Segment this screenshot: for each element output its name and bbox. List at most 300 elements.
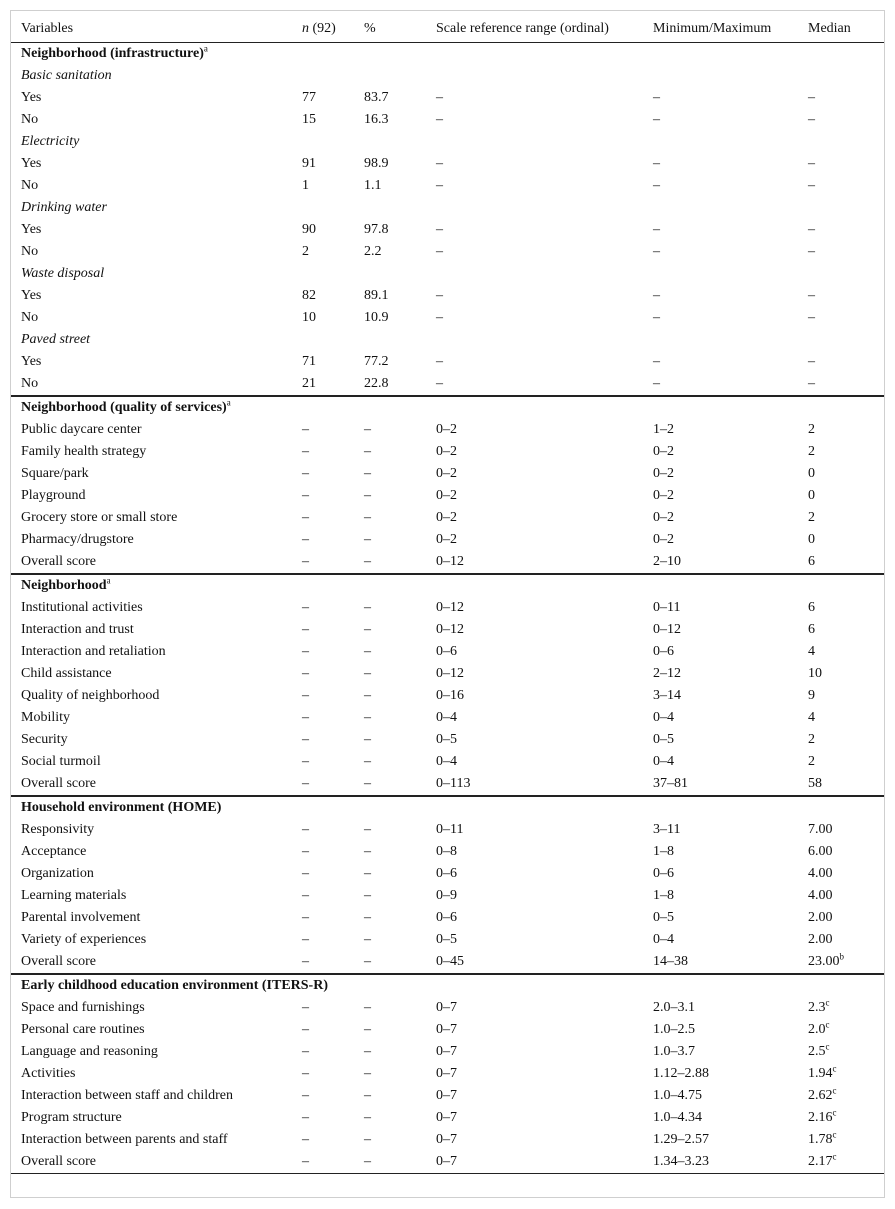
- header-minmax: Minimum/Maximum: [653, 20, 772, 36]
- table-row: [11, 729, 884, 751]
- table-row: [11, 109, 884, 131]
- cell-minmax: 0–6: [653, 644, 674, 659]
- cell-minmax: 2–12: [653, 666, 681, 681]
- cell-range: 0–7: [436, 1022, 457, 1037]
- section-title: [11, 396, 884, 419]
- cell-percent: –: [364, 866, 371, 881]
- section-header-row: [11, 796, 884, 819]
- cell-median-value: –: [808, 156, 815, 171]
- cell-median-value: 2: [808, 732, 815, 747]
- footnote-marker: c: [825, 997, 830, 1008]
- footnote-marker: c: [832, 1107, 837, 1118]
- cell-n: 21: [302, 376, 316, 391]
- table-row: [11, 997, 884, 1019]
- table-row: [11, 219, 884, 241]
- cell-median-value: 2.5: [808, 1044, 826, 1059]
- table-row: [11, 951, 884, 974]
- section-title-text: Neighborhood (quality of services): [21, 400, 227, 415]
- cell-median: [808, 1063, 884, 1085]
- cell-variable: Overall score: [21, 1154, 97, 1169]
- cell-variable: No: [21, 376, 39, 391]
- cell-median: [808, 751, 884, 773]
- table-row: [11, 885, 884, 907]
- cell-median: [808, 729, 884, 751]
- cell-range: 0–7: [436, 1110, 457, 1125]
- table-row: [11, 663, 884, 685]
- section-title: [11, 574, 884, 597]
- cell-variable: Overall score: [21, 776, 97, 791]
- cell-minmax: 0–2: [653, 488, 674, 503]
- cell-median-value: 2.17: [808, 1154, 833, 1169]
- cell-median: [808, 1107, 884, 1129]
- cell-median: [808, 951, 884, 974]
- cell-minmax: 14–38: [653, 954, 688, 969]
- cell-variable: Interaction and trust: [21, 622, 134, 637]
- cell-variable: Personal care routines: [21, 1022, 145, 1037]
- cell-median: [808, 507, 884, 529]
- cell-median-value: –: [808, 376, 815, 391]
- table-row: [11, 529, 884, 551]
- table-row: [11, 1041, 884, 1063]
- cell-range: –: [436, 288, 443, 303]
- group-label-row: [11, 131, 884, 153]
- table-row: [11, 551, 884, 574]
- cell-n: 1: [302, 178, 309, 193]
- cell-percent: –: [364, 644, 371, 659]
- cell-percent: –: [364, 466, 371, 481]
- cell-median-value: 2.62: [808, 1088, 833, 1103]
- cell-median: [808, 1151, 884, 1174]
- cell-range: –: [436, 90, 443, 105]
- cell-variable: Activities: [21, 1066, 76, 1081]
- cell-n: –: [302, 710, 309, 725]
- table-row: [11, 751, 884, 773]
- cell-median: [808, 419, 884, 441]
- cell-median-value: 1.78: [808, 1132, 833, 1147]
- cell-median: [808, 219, 884, 241]
- cell-median-value: 6.00: [808, 844, 833, 859]
- cell-n: 2: [302, 244, 309, 259]
- cell-percent: 97.8: [364, 222, 389, 237]
- cell-median: [808, 485, 884, 507]
- cell-median-value: 0: [808, 532, 815, 547]
- cell-percent: –: [364, 844, 371, 859]
- cell-median-value: 4: [808, 644, 815, 659]
- footnote-marker: a: [106, 575, 111, 586]
- section-title-text: Early childhood education environment (ITERS-R): [21, 978, 328, 993]
- footnote-marker: a: [203, 43, 208, 54]
- cell-range: 0–6: [436, 910, 457, 925]
- cell-median: [808, 597, 884, 619]
- section-title: [11, 43, 884, 66]
- cell-variable: Child assistance: [21, 666, 112, 681]
- cell-percent: –: [364, 888, 371, 903]
- cell-range: 0–2: [436, 422, 457, 437]
- cell-n: –: [302, 600, 309, 615]
- footnote-marker: b: [839, 951, 844, 962]
- cell-range: 0–7: [436, 1066, 457, 1081]
- cell-n: –: [302, 466, 309, 481]
- cell-percent: –: [364, 1000, 371, 1015]
- cell-median: [808, 907, 884, 929]
- cell-minmax: 0–2: [653, 466, 674, 481]
- cell-n: 82: [302, 288, 316, 303]
- cell-minmax: 0–5: [653, 910, 674, 925]
- cell-minmax: –: [653, 244, 660, 259]
- cell-percent: –: [364, 554, 371, 569]
- cell-median: [808, 707, 884, 729]
- cell-n: –: [302, 1154, 309, 1169]
- cell-variable: Overall score: [21, 554, 97, 569]
- cell-range: 0–8: [436, 844, 457, 859]
- table-row: [11, 351, 884, 373]
- cell-median: [808, 551, 884, 574]
- cell-percent: –: [364, 1110, 371, 1125]
- cell-median-value: 0: [808, 488, 815, 503]
- cell-median: [808, 463, 884, 485]
- cell-variable: Quality of neighborhood: [21, 688, 160, 703]
- cell-n: –: [302, 732, 309, 747]
- table-row: [11, 485, 884, 507]
- cell-minmax: 1.29–2.57: [653, 1132, 709, 1147]
- cell-median-value: 2.16: [808, 1110, 833, 1125]
- cell-median: [808, 1019, 884, 1041]
- cell-percent: –: [364, 1044, 371, 1059]
- cell-percent: –: [364, 1088, 371, 1103]
- section-title-text: Neighborhood: [21, 578, 107, 593]
- table-row: [11, 419, 884, 441]
- cell-percent: –: [364, 532, 371, 547]
- cell-median-value: 23.00: [808, 954, 840, 969]
- cell-variable: Variety of experiences: [21, 932, 147, 947]
- cell-variable: Institutional activities: [21, 600, 143, 615]
- cell-percent: 83.7: [364, 90, 389, 105]
- cell-median-value: 4.00: [808, 888, 833, 903]
- cell-percent: 22.8: [364, 376, 389, 391]
- cell-n: –: [302, 554, 309, 569]
- cell-median: [808, 619, 884, 641]
- cell-variable: Organization: [21, 866, 94, 881]
- cell-minmax: 2–10: [653, 554, 681, 569]
- cell-variable: Yes: [21, 156, 42, 171]
- cell-median: [808, 153, 884, 175]
- table-body: [11, 43, 884, 1174]
- cell-minmax: –: [653, 156, 660, 171]
- cell-median-value: 2: [808, 422, 815, 437]
- cell-n: –: [302, 954, 309, 969]
- cell-minmax: –: [653, 376, 660, 391]
- cell-percent: –: [364, 754, 371, 769]
- cell-median-value: 2: [808, 510, 815, 525]
- cell-minmax: 0–2: [653, 532, 674, 547]
- cell-range: 0–7: [436, 1154, 457, 1169]
- table-row: [11, 463, 884, 485]
- group-label-row: [11, 65, 884, 87]
- data-table: [11, 15, 884, 1174]
- group-label: Basic sanitation: [21, 68, 112, 83]
- cell-variable: Security: [21, 732, 68, 747]
- table-row: [11, 175, 884, 197]
- cell-variable: Family health strategy: [21, 444, 147, 459]
- cell-percent: –: [364, 666, 371, 681]
- cell-minmax: –: [653, 222, 660, 237]
- cell-minmax: 0–2: [653, 510, 674, 525]
- cell-minmax: 1.12–2.88: [653, 1066, 709, 1081]
- cell-variable: No: [21, 310, 39, 325]
- cell-median-value: 2.00: [808, 910, 833, 925]
- cell-range: 0–7: [436, 1000, 457, 1015]
- section-title-text: Neighborhood (infrastructure): [21, 46, 204, 61]
- cell-median: [808, 351, 884, 373]
- cell-minmax: –: [653, 178, 660, 193]
- cell-range: 0–2: [436, 510, 457, 525]
- cell-percent: 10.9: [364, 310, 389, 325]
- cell-median: [808, 819, 884, 841]
- cell-median: [808, 685, 884, 707]
- cell-minmax: 1.0–4.75: [653, 1088, 702, 1103]
- cell-median: [808, 175, 884, 197]
- footnote-marker: c: [832, 1151, 837, 1162]
- cell-variable: Square/park: [21, 466, 89, 481]
- table-row: [11, 441, 884, 463]
- table-row: [11, 1085, 884, 1107]
- cell-percent: 1.1: [364, 178, 382, 193]
- cell-median: [808, 87, 884, 109]
- cell-variable: Language and reasoning: [21, 1044, 158, 1059]
- header-percent: %: [364, 20, 376, 36]
- cell-minmax: 2.0–3.1: [653, 1000, 695, 1015]
- cell-n: –: [302, 888, 309, 903]
- cell-range: 0–12: [436, 600, 464, 615]
- cell-range: 0–16: [436, 688, 464, 703]
- cell-range: 0–12: [436, 554, 464, 569]
- cell-percent: –: [364, 444, 371, 459]
- table-row: [11, 641, 884, 663]
- cell-median-value: 6: [808, 622, 815, 637]
- cell-median-value: –: [808, 354, 815, 369]
- cell-percent: 77.2: [364, 354, 389, 369]
- cell-range: 0–45: [436, 954, 464, 969]
- cell-n: –: [302, 1000, 309, 1015]
- cell-minmax: 0–4: [653, 932, 674, 947]
- cell-n: –: [302, 422, 309, 437]
- cell-minmax: –: [653, 112, 660, 127]
- cell-minmax: –: [653, 354, 660, 369]
- cell-range: 0–9: [436, 888, 457, 903]
- cell-range: –: [436, 310, 443, 325]
- header-range: Scale reference range (ordinal): [436, 20, 609, 36]
- cell-range: 0–113: [436, 776, 471, 791]
- cell-range: 0–6: [436, 644, 457, 659]
- cell-percent: 2.2: [364, 244, 382, 259]
- table-row: [11, 1019, 884, 1041]
- cell-n: 10: [302, 310, 316, 325]
- cell-variable: Yes: [21, 222, 42, 237]
- cell-n: –: [302, 1066, 309, 1081]
- cell-median-value: 7.00: [808, 822, 833, 837]
- cell-range: 0–5: [436, 932, 457, 947]
- cell-variable: Mobility: [21, 710, 71, 725]
- cell-range: 0–2: [436, 466, 457, 481]
- cell-minmax: 0–4: [653, 754, 674, 769]
- section-header-row: [11, 396, 884, 419]
- table-row: [11, 1151, 884, 1174]
- cell-minmax: 1–2: [653, 422, 674, 437]
- group-label: Paved street: [21, 332, 91, 347]
- table-row: [11, 285, 884, 307]
- cell-median: [808, 663, 884, 685]
- group-label-row: [11, 329, 884, 351]
- section-header-row: [11, 574, 884, 597]
- cell-variable: Yes: [21, 90, 42, 105]
- cell-range: –: [436, 156, 443, 171]
- cell-percent: –: [364, 710, 371, 725]
- cell-n: –: [302, 754, 309, 769]
- table-row: [11, 1063, 884, 1085]
- footnote-marker: c: [832, 1129, 837, 1140]
- cell-percent: –: [364, 510, 371, 525]
- cell-range: 0–12: [436, 622, 464, 637]
- cell-n: –: [302, 644, 309, 659]
- cell-median-value: –: [808, 222, 815, 237]
- footnote-marker: c: [832, 1085, 837, 1096]
- cell-minmax: –: [653, 310, 660, 325]
- cell-range: 0–7: [436, 1132, 457, 1147]
- group-label: Waste disposal: [21, 266, 105, 281]
- cell-median-value: 10: [808, 666, 822, 681]
- header-n-rest: (92): [309, 20, 336, 36]
- cell-minmax: 1.0–4.34: [653, 1110, 702, 1125]
- header-row: [11, 15, 884, 43]
- cell-range: 0–4: [436, 710, 457, 725]
- cell-percent: –: [364, 776, 371, 791]
- cell-range: 0–12: [436, 666, 464, 681]
- cell-n: –: [302, 776, 309, 791]
- section-title-text: Household environment (HOME): [21, 800, 222, 815]
- cell-minmax: –: [653, 288, 660, 303]
- section-title: [11, 974, 884, 997]
- cell-median-value: 2: [808, 754, 815, 769]
- cell-percent: –: [364, 1022, 371, 1037]
- cell-median-value: 58: [808, 776, 822, 791]
- group-label: Drinking water: [21, 200, 107, 215]
- cell-range: 0–2: [436, 444, 457, 459]
- cell-minmax: –: [653, 90, 660, 105]
- cell-minmax: 0–2: [653, 444, 674, 459]
- cell-median-value: 6: [808, 600, 815, 615]
- cell-median: [808, 373, 884, 396]
- cell-percent: –: [364, 732, 371, 747]
- cell-median: [808, 863, 884, 885]
- cell-median: [808, 441, 884, 463]
- cell-variable: Social turmoil: [21, 754, 101, 769]
- cell-n: –: [302, 866, 309, 881]
- cell-median: [808, 1041, 884, 1063]
- cell-range: 0–6: [436, 866, 457, 881]
- cell-percent: –: [364, 1132, 371, 1147]
- cell-median-value: –: [808, 244, 815, 259]
- cell-median-value: –: [808, 112, 815, 127]
- cell-minmax: 0–5: [653, 732, 674, 747]
- cell-percent: –: [364, 822, 371, 837]
- cell-variable: Yes: [21, 288, 42, 303]
- cell-variable: Program structure: [21, 1110, 122, 1125]
- table-row: [11, 1107, 884, 1129]
- table-row: [11, 507, 884, 529]
- cell-variable: Overall score: [21, 954, 97, 969]
- cell-percent: 98.9: [364, 156, 389, 171]
- cell-percent: 16.3: [364, 112, 389, 127]
- cell-n: 90: [302, 222, 316, 237]
- table-row: [11, 87, 884, 109]
- cell-variable: Acceptance: [21, 844, 87, 859]
- cell-median-value: 4: [808, 710, 815, 725]
- cell-n: –: [302, 488, 309, 503]
- cell-median-value: 6: [808, 554, 815, 569]
- cell-n: –: [302, 1132, 309, 1147]
- cell-n: 71: [302, 354, 316, 369]
- table-row: [11, 307, 884, 329]
- table-row: [11, 773, 884, 796]
- cell-range: 0–7: [436, 1044, 457, 1059]
- cell-minmax: 3–14: [653, 688, 681, 703]
- cell-percent: –: [364, 488, 371, 503]
- cell-n: 15: [302, 112, 316, 127]
- cell-n: –: [302, 1110, 309, 1125]
- cell-variable: Grocery store or small store: [21, 510, 178, 525]
- cell-median-value: –: [808, 288, 815, 303]
- cell-n: –: [302, 1044, 309, 1059]
- table-row: [11, 241, 884, 263]
- cell-minmax: 1.34–3.23: [653, 1154, 709, 1169]
- cell-variable: No: [21, 178, 39, 193]
- cell-median: [808, 529, 884, 551]
- table-row: [11, 707, 884, 729]
- table-row: [11, 907, 884, 929]
- cell-range: 0–7: [436, 1088, 457, 1103]
- footnote-marker: c: [825, 1019, 830, 1030]
- cell-median-value: 0: [808, 466, 815, 481]
- cell-range: 0–4: [436, 754, 457, 769]
- cell-median: [808, 773, 884, 796]
- cell-median-value: 9: [808, 688, 815, 703]
- cell-n: –: [302, 532, 309, 547]
- table-row: [11, 373, 884, 396]
- cell-minmax: 1–8: [653, 888, 674, 903]
- cell-n: –: [302, 910, 309, 925]
- cell-minmax: 0–4: [653, 710, 674, 725]
- cell-minmax: 0–6: [653, 866, 674, 881]
- cell-median: [808, 1085, 884, 1107]
- cell-variable: Yes: [21, 354, 42, 369]
- cell-median-value: 1.94: [808, 1066, 833, 1081]
- group-label-row: [11, 263, 884, 285]
- table-row: [11, 619, 884, 641]
- cell-percent: –: [364, 910, 371, 925]
- cell-range: –: [436, 354, 443, 369]
- cell-n: –: [302, 1022, 309, 1037]
- table-row: [11, 841, 884, 863]
- cell-n: –: [302, 666, 309, 681]
- cell-percent: –: [364, 688, 371, 703]
- cell-n: 77: [302, 90, 316, 105]
- cell-variable: Interaction between parents and staff: [21, 1132, 228, 1147]
- cell-median-value: 4.00: [808, 866, 833, 881]
- cell-percent: 89.1: [364, 288, 389, 303]
- cell-percent: –: [364, 422, 371, 437]
- cell-median-value: –: [808, 90, 815, 105]
- cell-range: 0–2: [436, 488, 457, 503]
